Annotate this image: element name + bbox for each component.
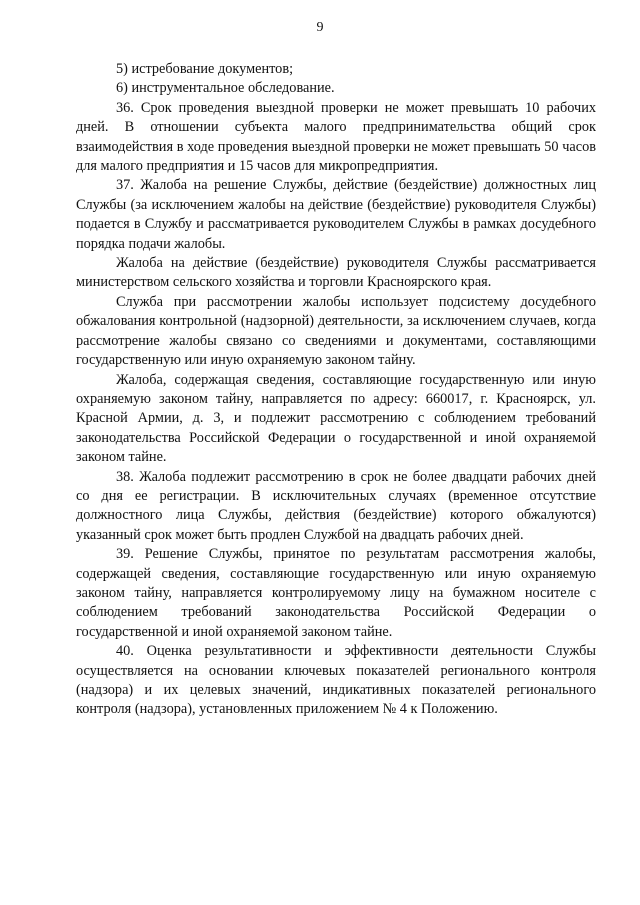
paragraph-list-item-6: 6) инструментальное обследование.	[116, 80, 335, 97]
paragraph-40: 40. Оценка результативности и эффективности деятельности Службы осуществляется на основании ключевых показателей регионального контроля (надзора) и их целевых значений, индикативных показателей регионального контроля (надзора), установленных приложением № 4 к Положению.	[76, 643, 596, 718]
paragraph-list-item-5: 5) истребование документов;	[116, 61, 294, 77]
paragraph-39: 39. Решение Службы, принятое по результатам рассмотрения жалобы, содержащей сведения, составляющие государственную или иную охраняемую законом тайну, направляется контролируемому лицу на бумажном носителе с соблюдением требований законодательства Российской Федерации о государственной и иной охраняемой законом тайне.	[76, 546, 596, 640]
paragraph-36: 36. Срок проведения выездной проверки не может превышать 10 рабочих дней. В отношении субъекта малого предпринимательства общий срок взаимодействия в ходе проведения выездной проверки не может превышать 50 часов для малого предприятия и 15 часов для микропредприятия.	[76, 99, 596, 175]
paragraph-37-subsystem: Служба при рассмотрении жалобы использует подсистему досудебного обжалования контрольной (надзорной) деятельности, за исключением случаев, когда рассмотрение жалобы связано со сведениями и документами, составляющими государственную или иную охраняемую законом тайну.	[76, 293, 596, 369]
paragraph-37-secret-complaint: Жалоба, содержащая сведения, составляющие государственную или иную охраняемую законом тайну, направляется по адресу: 660017, г. Красноярск, ул. Красной Армии, д. 3, и подлежит рассмотрению с соблюдением требований законодательства Российской Федерации о государственной и иной охраняемой законом тайне.	[76, 371, 596, 466]
paragraph-38: 38. Жалоба подлежит рассмотрению в срок не более двадцати рабочих дней со дня ее регистрации. В исключительных случаях (временное отсутствие должностного лица Службы, действия (бездействие) которого обжалуются) указанный срок может быть продлен Службой на двадцать рабочих дней.	[76, 468, 596, 543]
paragraph-37-complaint-head: Жалоба на действие (бездействие) руководителя Службы рассматривается министерством сельского хозяйства и торговли Красноярского края.	[76, 255, 596, 291]
page-number: 9	[316, 20, 324, 35]
document-body	[76, 60, 596, 720]
paragraph-37: 37. Жалоба на решение Службы, действие (бездействие) должностных лиц Службы (за исключением жалобы на действие (бездействие) руководителя Службы) подается в Службу и рассматривается руководителем Службы в рамках досудебного порядка подачи жалобы.	[76, 177, 596, 252]
